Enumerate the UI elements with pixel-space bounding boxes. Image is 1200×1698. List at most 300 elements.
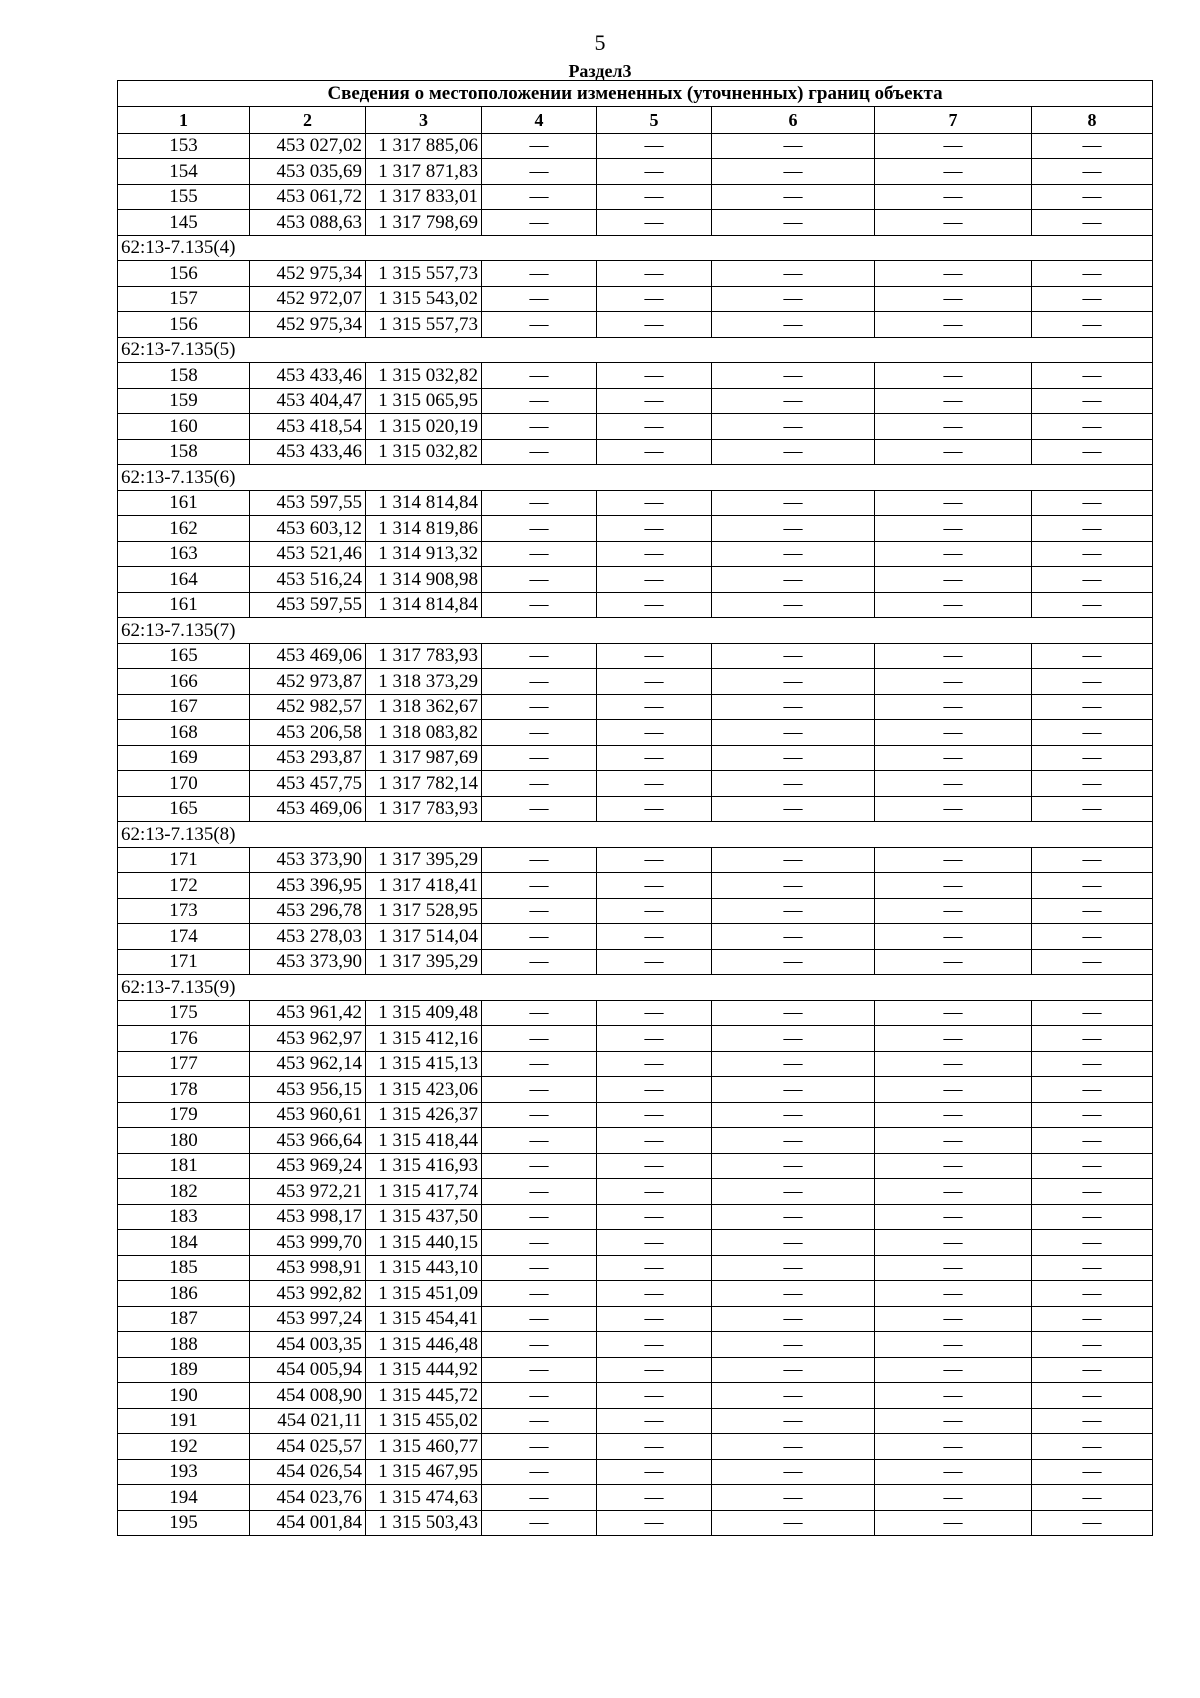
point-number-cell: 182 (118, 1179, 250, 1205)
empty-value-cell: — (1032, 261, 1153, 287)
x-coordinate-cell: 453 521,46 (250, 541, 366, 567)
empty-value-cell: — (597, 771, 712, 797)
y-coordinate-cell: 1 317 885,06 (366, 133, 482, 159)
empty-value-cell: — (597, 1179, 712, 1205)
table-row (118, 1077, 1153, 1103)
x-coordinate-cell: 453 603,12 (250, 516, 366, 542)
table-row (118, 567, 1153, 593)
y-coordinate-cell: 1 315 444,92 (366, 1357, 482, 1383)
empty-value-cell: — (1032, 1357, 1153, 1383)
empty-value-cell: — (712, 516, 875, 542)
empty-value-cell: — (875, 159, 1032, 185)
empty-value-cell: — (1032, 516, 1153, 542)
empty-value-cell: — (712, 1485, 875, 1511)
empty-value-cell: — (1032, 873, 1153, 899)
empty-value-cell: — (597, 1026, 712, 1052)
empty-value-cell: — (1032, 1383, 1153, 1409)
empty-value-cell: — (712, 439, 875, 465)
point-number-cell: 156 (118, 261, 250, 287)
boundary-coordinates-table (117, 80, 1153, 1536)
empty-value-cell: — (875, 286, 1032, 312)
x-coordinate-cell: 453 999,70 (250, 1230, 366, 1256)
y-coordinate-cell: 1 315 426,37 (366, 1102, 482, 1128)
empty-value-cell: — (482, 898, 597, 924)
empty-value-cell: — (875, 898, 1032, 924)
y-coordinate-cell: 1 315 412,16 (366, 1026, 482, 1052)
empty-value-cell: — (712, 414, 875, 440)
point-number-cell: 167 (118, 694, 250, 720)
empty-value-cell: — (875, 1383, 1032, 1409)
x-coordinate-cell: 453 998,91 (250, 1255, 366, 1281)
y-coordinate-cell: 1 317 783,93 (366, 796, 482, 822)
y-coordinate-cell: 1 315 467,95 (366, 1459, 482, 1485)
point-number-cell: 157 (118, 286, 250, 312)
x-coordinate-cell: 454 021,11 (250, 1408, 366, 1434)
point-number-cell: 187 (118, 1306, 250, 1332)
empty-value-cell: — (597, 1485, 712, 1511)
empty-value-cell: — (712, 184, 875, 210)
table-row (118, 388, 1153, 414)
table-body (118, 81, 1153, 1536)
empty-value-cell: — (1032, 1281, 1153, 1307)
empty-value-cell: — (482, 1204, 597, 1230)
y-coordinate-cell: 1 317 783,93 (366, 643, 482, 669)
empty-value-cell: — (482, 745, 597, 771)
empty-value-cell: — (875, 694, 1032, 720)
x-coordinate-cell: 453 997,24 (250, 1306, 366, 1332)
table-row (118, 184, 1153, 210)
empty-value-cell: — (482, 490, 597, 516)
empty-value-cell: — (1032, 898, 1153, 924)
x-coordinate-cell: 453 597,55 (250, 490, 366, 516)
empty-value-cell: — (597, 847, 712, 873)
table-row (118, 873, 1153, 899)
empty-value-cell: — (875, 1051, 1032, 1077)
empty-value-cell: — (875, 567, 1032, 593)
y-coordinate-cell: 1 317 798,69 (366, 210, 482, 236)
empty-value-cell: — (597, 1332, 712, 1358)
point-number-cell: 156 (118, 312, 250, 338)
empty-value-cell: — (875, 1306, 1032, 1332)
point-number-cell: 193 (118, 1459, 250, 1485)
y-coordinate-cell: 1 315 437,50 (366, 1204, 482, 1230)
empty-value-cell: — (712, 210, 875, 236)
x-coordinate-cell: 453 433,46 (250, 439, 366, 465)
table-row (118, 1281, 1153, 1307)
empty-value-cell: — (482, 1306, 597, 1332)
empty-value-cell: — (482, 439, 597, 465)
x-coordinate-cell: 453 956,15 (250, 1077, 366, 1103)
empty-value-cell: — (482, 694, 597, 720)
empty-value-cell: — (1032, 1434, 1153, 1460)
y-coordinate-cell: 1 314 814,84 (366, 592, 482, 618)
table-row (118, 541, 1153, 567)
y-coordinate-cell: 1 318 373,29 (366, 669, 482, 695)
empty-value-cell: — (875, 1281, 1032, 1307)
empty-value-cell: — (712, 363, 875, 389)
point-number-cell: 155 (118, 184, 250, 210)
group-row (118, 235, 1153, 261)
empty-value-cell: — (482, 771, 597, 797)
empty-value-cell: — (1032, 210, 1153, 236)
table-row (118, 1306, 1153, 1332)
empty-value-cell: — (875, 312, 1032, 338)
point-number-cell: 161 (118, 490, 250, 516)
x-coordinate-cell: 453 296,78 (250, 898, 366, 924)
empty-value-cell: — (597, 490, 712, 516)
empty-value-cell: — (482, 1255, 597, 1281)
y-coordinate-cell: 1 315 409,48 (366, 1000, 482, 1026)
empty-value-cell: — (597, 643, 712, 669)
empty-value-cell: — (1032, 1332, 1153, 1358)
y-coordinate-cell: 1 315 416,93 (366, 1153, 482, 1179)
empty-value-cell: — (1032, 643, 1153, 669)
point-number-cell: 171 (118, 949, 250, 975)
empty-value-cell: — (597, 1510, 712, 1536)
point-number-cell: 178 (118, 1077, 250, 1103)
empty-value-cell: — (1032, 1306, 1153, 1332)
empty-value-cell: — (875, 516, 1032, 542)
x-coordinate-cell: 453 597,55 (250, 592, 366, 618)
empty-value-cell: — (712, 1153, 875, 1179)
empty-value-cell: — (1032, 771, 1153, 797)
y-coordinate-cell: 1 315 451,09 (366, 1281, 482, 1307)
y-coordinate-cell: 1 317 528,95 (366, 898, 482, 924)
x-coordinate-cell: 454 001,84 (250, 1510, 366, 1536)
empty-value-cell: — (1032, 745, 1153, 771)
empty-value-cell: — (597, 439, 712, 465)
empty-value-cell: — (597, 286, 712, 312)
point-number-cell: 165 (118, 643, 250, 669)
empty-value-cell: — (482, 133, 597, 159)
group-row (118, 337, 1153, 363)
empty-value-cell: — (482, 541, 597, 567)
empty-value-cell: — (712, 720, 875, 746)
empty-value-cell: — (1032, 184, 1153, 210)
empty-value-cell: — (1032, 541, 1153, 567)
empty-value-cell: — (597, 1230, 712, 1256)
empty-value-cell: — (482, 312, 597, 338)
empty-value-cell: — (1032, 949, 1153, 975)
empty-value-cell: — (875, 1128, 1032, 1154)
empty-value-cell: — (712, 133, 875, 159)
empty-value-cell: — (1032, 312, 1153, 338)
y-coordinate-cell: 1 315 455,02 (366, 1408, 482, 1434)
table-row (118, 210, 1153, 236)
point-number-cell: 175 (118, 1000, 250, 1026)
y-coordinate-cell: 1 315 543,02 (366, 286, 482, 312)
empty-value-cell: — (482, 261, 597, 287)
x-coordinate-cell: 454 008,90 (250, 1383, 366, 1409)
table-row (118, 516, 1153, 542)
x-coordinate-cell: 453 998,17 (250, 1204, 366, 1230)
point-number-cell: 163 (118, 541, 250, 567)
empty-value-cell: — (875, 1357, 1032, 1383)
empty-value-cell: — (1032, 1077, 1153, 1103)
empty-value-cell: — (875, 439, 1032, 465)
empty-value-cell: — (875, 592, 1032, 618)
empty-value-cell: — (1032, 490, 1153, 516)
empty-value-cell: — (482, 720, 597, 746)
empty-value-cell: — (875, 847, 1032, 873)
table-row (118, 1255, 1153, 1281)
table-row (118, 312, 1153, 338)
table-row (118, 643, 1153, 669)
column-header-1: 1 (118, 106, 250, 133)
point-number-cell: 172 (118, 873, 250, 899)
point-number-cell: 195 (118, 1510, 250, 1536)
table-row (118, 1510, 1153, 1536)
empty-value-cell: — (482, 796, 597, 822)
x-coordinate-cell: 453 972,21 (250, 1179, 366, 1205)
x-coordinate-cell: 453 969,24 (250, 1153, 366, 1179)
empty-value-cell: — (875, 1000, 1032, 1026)
empty-value-cell: — (712, 1357, 875, 1383)
table-caption-row (118, 81, 1153, 107)
empty-value-cell: — (712, 745, 875, 771)
empty-value-cell: — (597, 159, 712, 185)
empty-value-cell: — (712, 1077, 875, 1103)
empty-value-cell: — (482, 1230, 597, 1256)
point-number-cell: 191 (118, 1408, 250, 1434)
x-coordinate-cell: 453 206,58 (250, 720, 366, 746)
x-coordinate-cell: 453 418,54 (250, 414, 366, 440)
empty-value-cell: — (597, 388, 712, 414)
table-row (118, 796, 1153, 822)
empty-value-cell: — (712, 1051, 875, 1077)
empty-value-cell: — (482, 1102, 597, 1128)
y-coordinate-cell: 1 317 871,83 (366, 159, 482, 185)
empty-value-cell: — (1032, 1510, 1153, 1536)
table-row (118, 1179, 1153, 1205)
empty-value-cell: — (875, 541, 1032, 567)
empty-value-cell: — (875, 1153, 1032, 1179)
x-coordinate-cell: 453 433,46 (250, 363, 366, 389)
table-row (118, 924, 1153, 950)
empty-value-cell: — (712, 1459, 875, 1485)
x-coordinate-cell: 454 005,94 (250, 1357, 366, 1383)
empty-value-cell: — (597, 1408, 712, 1434)
empty-value-cell: — (712, 796, 875, 822)
y-coordinate-cell: 1 314 819,86 (366, 516, 482, 542)
empty-value-cell: — (482, 210, 597, 236)
empty-value-cell: — (712, 669, 875, 695)
point-number-cell: 186 (118, 1281, 250, 1307)
empty-value-cell: — (597, 1255, 712, 1281)
x-coordinate-cell: 453 962,97 (250, 1026, 366, 1052)
empty-value-cell: — (597, 133, 712, 159)
empty-value-cell: — (712, 873, 875, 899)
empty-value-cell: — (1032, 159, 1153, 185)
empty-value-cell: — (712, 312, 875, 338)
empty-value-cell: — (597, 184, 712, 210)
empty-value-cell: — (712, 1026, 875, 1052)
empty-value-cell: — (712, 1434, 875, 1460)
empty-value-cell: — (875, 1510, 1032, 1536)
y-coordinate-cell: 1 315 417,74 (366, 1179, 482, 1205)
y-coordinate-cell: 1 315 474,63 (366, 1485, 482, 1511)
table-row (118, 490, 1153, 516)
point-number-cell: 159 (118, 388, 250, 414)
y-coordinate-cell: 1 315 032,82 (366, 439, 482, 465)
x-coordinate-cell: 453 992,82 (250, 1281, 366, 1307)
empty-value-cell: — (875, 1102, 1032, 1128)
point-number-cell: 153 (118, 133, 250, 159)
empty-value-cell: — (597, 363, 712, 389)
empty-value-cell: — (482, 516, 597, 542)
x-coordinate-cell: 453 962,14 (250, 1051, 366, 1077)
empty-value-cell: — (712, 1383, 875, 1409)
point-number-cell: 185 (118, 1255, 250, 1281)
point-number-cell: 179 (118, 1102, 250, 1128)
empty-value-cell: — (712, 1255, 875, 1281)
empty-value-cell: — (482, 1357, 597, 1383)
empty-value-cell: — (712, 924, 875, 950)
table-row (118, 159, 1153, 185)
point-number-cell: 170 (118, 771, 250, 797)
empty-value-cell: — (597, 898, 712, 924)
empty-value-cell: — (597, 1204, 712, 1230)
y-coordinate-cell: 1 315 415,13 (366, 1051, 482, 1077)
y-coordinate-cell: 1 315 443,10 (366, 1255, 482, 1281)
table-row (118, 1153, 1153, 1179)
empty-value-cell: — (875, 1026, 1032, 1052)
empty-value-cell: — (712, 898, 875, 924)
x-coordinate-cell: 452 972,07 (250, 286, 366, 312)
x-coordinate-cell: 454 023,76 (250, 1485, 366, 1511)
x-coordinate-cell: 453 961,42 (250, 1000, 366, 1026)
empty-value-cell: — (712, 159, 875, 185)
y-coordinate-cell: 1 317 395,29 (366, 949, 482, 975)
x-coordinate-cell: 452 982,57 (250, 694, 366, 720)
point-number-cell: 145 (118, 210, 250, 236)
point-number-cell: 188 (118, 1332, 250, 1358)
empty-value-cell: — (597, 261, 712, 287)
empty-value-cell: — (875, 1485, 1032, 1511)
empty-value-cell: — (712, 592, 875, 618)
empty-value-cell: — (597, 1357, 712, 1383)
x-coordinate-cell: 453 278,03 (250, 924, 366, 950)
table-row (118, 1408, 1153, 1434)
empty-value-cell: — (1032, 1000, 1153, 1026)
empty-value-cell: — (597, 567, 712, 593)
table-row (118, 1051, 1153, 1077)
y-coordinate-cell: 1 317 833,01 (366, 184, 482, 210)
empty-value-cell: — (1032, 1102, 1153, 1128)
y-coordinate-cell: 1 315 020,19 (366, 414, 482, 440)
empty-value-cell: — (482, 184, 597, 210)
y-coordinate-cell: 1 315 460,77 (366, 1434, 482, 1460)
page-number: 5 (594, 30, 606, 55)
group-label: 62:13-7.135(6) (118, 465, 1153, 491)
empty-value-cell: — (597, 541, 712, 567)
empty-value-cell: — (597, 1281, 712, 1307)
table-row (118, 1204, 1153, 1230)
empty-value-cell: — (712, 1230, 875, 1256)
point-number-cell: 162 (118, 516, 250, 542)
empty-value-cell: — (1032, 694, 1153, 720)
y-coordinate-cell: 1 315 445,72 (366, 1383, 482, 1409)
y-coordinate-cell: 1 315 423,06 (366, 1077, 482, 1103)
y-coordinate-cell: 1 314 908,98 (366, 567, 482, 593)
point-number-cell: 166 (118, 669, 250, 695)
empty-value-cell: — (875, 949, 1032, 975)
point-number-cell: 154 (118, 159, 250, 185)
empty-value-cell: — (712, 1102, 875, 1128)
table-row (118, 286, 1153, 312)
group-row (118, 822, 1153, 848)
point-number-cell: 158 (118, 363, 250, 389)
y-coordinate-cell: 1 317 987,69 (366, 745, 482, 771)
empty-value-cell: — (875, 669, 1032, 695)
empty-value-cell: — (712, 949, 875, 975)
empty-value-cell: — (597, 669, 712, 695)
empty-value-cell: — (1032, 924, 1153, 950)
point-number-cell: 192 (118, 1434, 250, 1460)
empty-value-cell: — (597, 1383, 712, 1409)
empty-value-cell: — (1032, 1459, 1153, 1485)
empty-value-cell: — (482, 1332, 597, 1358)
empty-value-cell: — (597, 1153, 712, 1179)
table-row (118, 363, 1153, 389)
empty-value-cell: — (875, 873, 1032, 899)
empty-value-cell: — (482, 873, 597, 899)
empty-value-cell: — (875, 388, 1032, 414)
table-row (118, 1026, 1153, 1052)
point-number-cell: 189 (118, 1357, 250, 1383)
empty-value-cell: — (875, 1077, 1032, 1103)
y-coordinate-cell: 1 315 032,82 (366, 363, 482, 389)
x-coordinate-cell: 453 469,06 (250, 643, 366, 669)
table-row (118, 1102, 1153, 1128)
empty-value-cell: — (482, 159, 597, 185)
x-coordinate-cell: 452 973,87 (250, 669, 366, 695)
empty-value-cell: — (482, 388, 597, 414)
empty-value-cell: — (1032, 1485, 1153, 1511)
point-number-cell: 174 (118, 924, 250, 950)
y-coordinate-cell: 1 314 913,32 (366, 541, 482, 567)
x-coordinate-cell: 453 457,75 (250, 771, 366, 797)
empty-value-cell: — (597, 720, 712, 746)
group-label: 62:13-7.135(8) (118, 822, 1153, 848)
empty-value-cell: — (875, 720, 1032, 746)
empty-value-cell: — (482, 1077, 597, 1103)
point-number-cell: 183 (118, 1204, 250, 1230)
y-coordinate-cell: 1 318 083,82 (366, 720, 482, 746)
table-row (118, 1485, 1153, 1511)
column-header-row (118, 106, 1153, 133)
x-coordinate-cell: 454 003,35 (250, 1332, 366, 1358)
empty-value-cell: — (482, 1000, 597, 1026)
empty-value-cell: — (875, 133, 1032, 159)
empty-value-cell: — (482, 669, 597, 695)
column-header-6: 6 (712, 106, 875, 133)
empty-value-cell: — (712, 490, 875, 516)
y-coordinate-cell: 1 317 395,29 (366, 847, 482, 873)
point-number-cell: 194 (118, 1485, 250, 1511)
empty-value-cell: — (712, 1332, 875, 1358)
empty-value-cell: — (482, 567, 597, 593)
table-caption: Сведения о местоположении измененных (уточненных) границ объекта (118, 81, 1153, 107)
empty-value-cell: — (1032, 720, 1153, 746)
empty-value-cell: — (597, 1051, 712, 1077)
x-coordinate-cell: 453 061,72 (250, 184, 366, 210)
empty-value-cell: — (482, 1408, 597, 1434)
y-coordinate-cell: 1 315 454,41 (366, 1306, 482, 1332)
empty-value-cell: — (875, 796, 1032, 822)
y-coordinate-cell: 1 315 440,15 (366, 1230, 482, 1256)
point-number-cell: 165 (118, 796, 250, 822)
